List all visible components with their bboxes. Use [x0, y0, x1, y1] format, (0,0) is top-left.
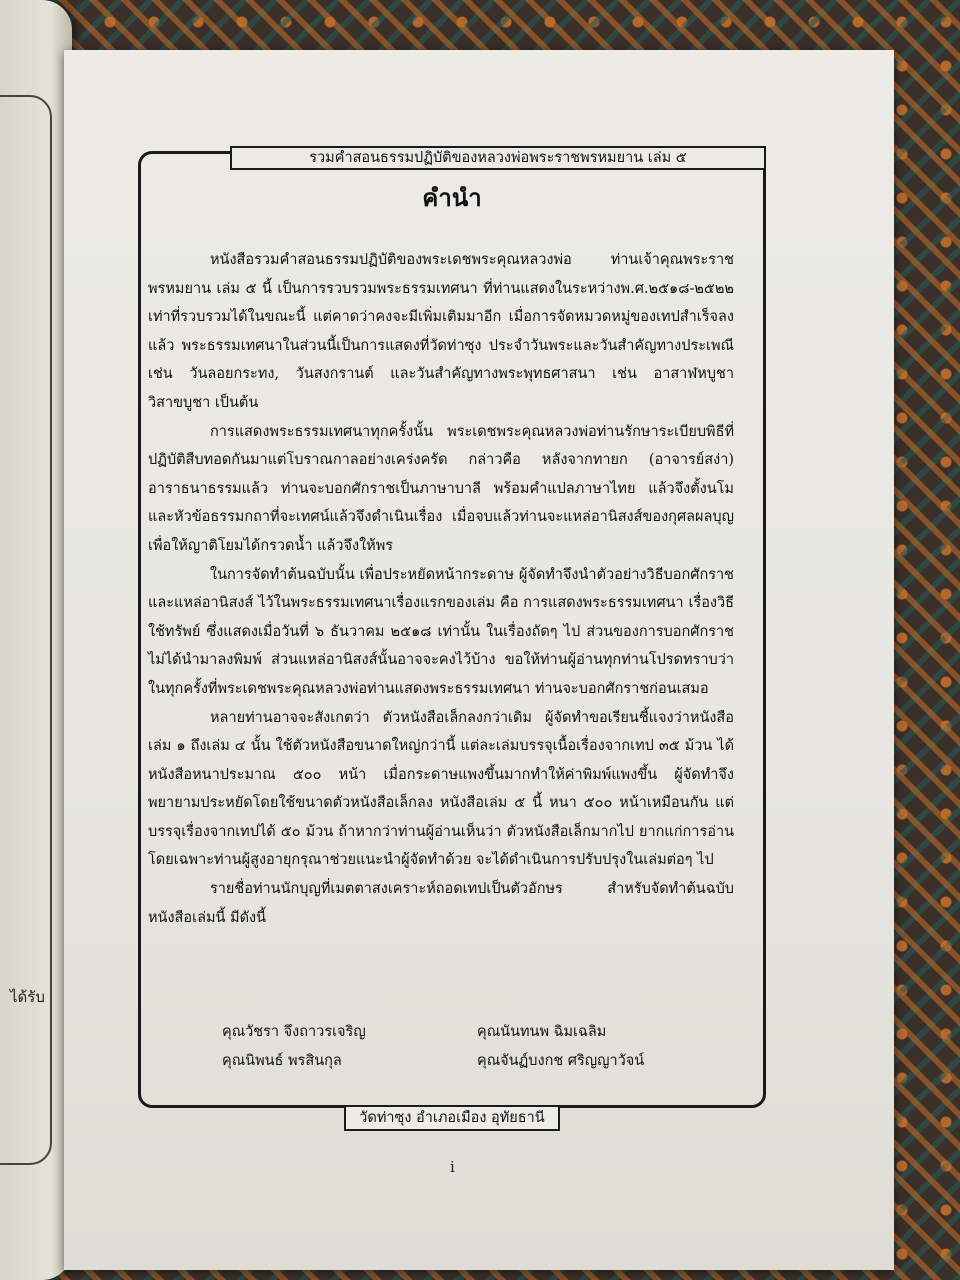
book-page — [64, 50, 894, 1270]
preface-paragraph: ในการจัดทำต้นฉบับนั้น เพื่อประหยัดหน้ากระดาษ ผู้จัดทำจึงนำตัวอย่างวิธีบอกศักราชและแหล่อานิสงส์ ไว้ในพระธรรมเทศนาเรื่องแรกของเล่ม คือ การแสดงพระธรรมเทศนา เรื่องวิธีใช้ทรัพย์ ซึ่งแสดงเมื่อวันที่ ๖ ธันวาคม ๒๕๑๘ เท่านั้น ในเรื่องถัดๆ ไป ส่วนของการบอกศักราชไม่ได้นำมาลงพิมพ์ ส่วนแหล่อานิสงส์นั้นอาจจะคงไว้บ้าง ขอให้ท่านผู้อ่านทุกท่านโปรดทราบว่า ในทุกครั้งที่พระเดชพระคุณหลวงพ่อท่านแสดงพระธรรมเทศนา ท่านจะบอกศักราชก่อนเสมอ — [148, 566, 734, 697]
preface-paragraph: หนังสือรวมคำสอนธรรมปฏิบัติของพระเดชพระคุณหลวงพ่อ ท่านเจ้าคุณพระราชพรหมยาน เล่ม ๕ นี้ เป็นการรวบรวมพระธรรมเทศนา ที่ท่านแสดงในระหว่างพ.ศ.๒๕๑๘-๒๕๒๒ เท่าที่รวบรวมได้ในขณะนี้ แต่คาดว่าคงจะมีเพิ่มเติมมาอีก เมื่อการจัดหมวดหมู่ของเทปสำเร็จลงแล้ว พระธรรมเทศนาในส่วนนี้เป็นการแสดงที่วัดท่าซุง ประจำวันพระและวันสำคัญทางประเพณี เช่น วันลอยกระทง, วันสงกรานต์ และวันสำคัญทางพระพุทธศาสนา เช่น อาสาฬหบูชา วิสาขบูชา เป็นต้น — [148, 252, 734, 411]
page-title: คำนำ — [422, 183, 482, 212]
left-page — [0, 0, 72, 1280]
contributor-row — [222, 1018, 742, 1047]
contributor-row — [222, 1047, 742, 1076]
contributor-name: คุณจันฏ์บงกช ศริญญาวัจน์ — [477, 1053, 645, 1069]
left-page-edge-text: ได้รับ — [10, 988, 45, 1006]
footer-location: วัดท่าซุง อำเภอเมือง อุทัยธานี — [344, 1105, 560, 1131]
preface-paragraph: หลายท่านอาจจะสังเกตว่า ตัวหนังสือเล็กลงกว่าเดิม ผู้จัดทำขอเรียนชี้แจงว่าหนังสือเล่ม ๑ ถึงเล่ม ๔ นั้น ใช้ตัวหนังสือขนาดใหญ่กว่านี้ แต่ละเล่มบรรจุเนื้อเรื่องจากเทป ๓๕ ม้วน ได้หนังสือหนาประมาณ ๕๐๐ หน้า เมื่อกระดาษแพงขึ้นมากทำให้ค่าพิมพ์แพงขึ้น ผู้จัดทำจึงพยายามประหยัดโดยใช้ขนาดตัวหนังสือเล็กลง หนังสือเล่ม ๕ นี้ หนา ๕๐๐ หน้าเหมือนกัน แต่บรรจุเรื่องจากเทปได้ ๕๐ ม้วน ถ้าหากว่าท่านผู้อ่านเห็นว่า ตัวหนังสือเล็กมากไป ยากแก่การอ่าน โดยเฉพาะท่านผู้สูงอายุกรุณาช่วยแนะนำผู้จัดทำด้วย จะได้ดำเนินการปรับปรุงในเล่มต่อๆ ไป — [148, 709, 734, 869]
preface-paragraph: รายชื่อท่านนักบุญที่เมตตาสงเคราะห์ถอดเทปเป็นตัวอักษร สำหรับจัดทำต้นฉบับหนังสือเล่มนี้ มีดังนี้ — [148, 881, 734, 926]
contributor-list — [222, 1018, 742, 1076]
page-number: i — [450, 1158, 455, 1176]
contributor-name: คุณวัชรา จึงถาวรเจริญ — [222, 1024, 366, 1040]
preface-paragraph: การแสดงพระธรรมเทศนาทุกครั้งนั้น พระเดชพระคุณหลวงพ่อท่านรักษาระเบียบพิธีที่ปฏิบัติสืบทอดกันมาแต่โบราณกาลอย่างเคร่งครัด กล่าวคือ หลังจากทายก (อาจารย์สง่า) อาราธนาธรรมแล้ว ท่านจะบอกศักราชเป็นภาษาบาลี พร้อมคำแปลภาษาไทย แล้วจึงตั้งนโม และหัวข้อธรรมกถาที่จะเทศน์แล้วจึงดำเนินเรื่อง เมื่อจบแล้วท่านจะแหล่อานิสงส์ของกุศลผลบุญ เพื่อให้ญาติโยมได้กรวดน้ำ แล้วจึงให้พร — [148, 423, 734, 554]
running-header: รวมคำสอนธรรมปฏิบัติของหลวงพ่อพระราชพรหมยาน เล่ม ๕ — [230, 146, 766, 170]
contributor-name: คุณนันทนพ ฉิมเฉลิม — [477, 1024, 607, 1040]
preface-body — [148, 246, 734, 932]
contributor-name: คุณนิพนธ์ พรสินกุล — [222, 1053, 342, 1069]
